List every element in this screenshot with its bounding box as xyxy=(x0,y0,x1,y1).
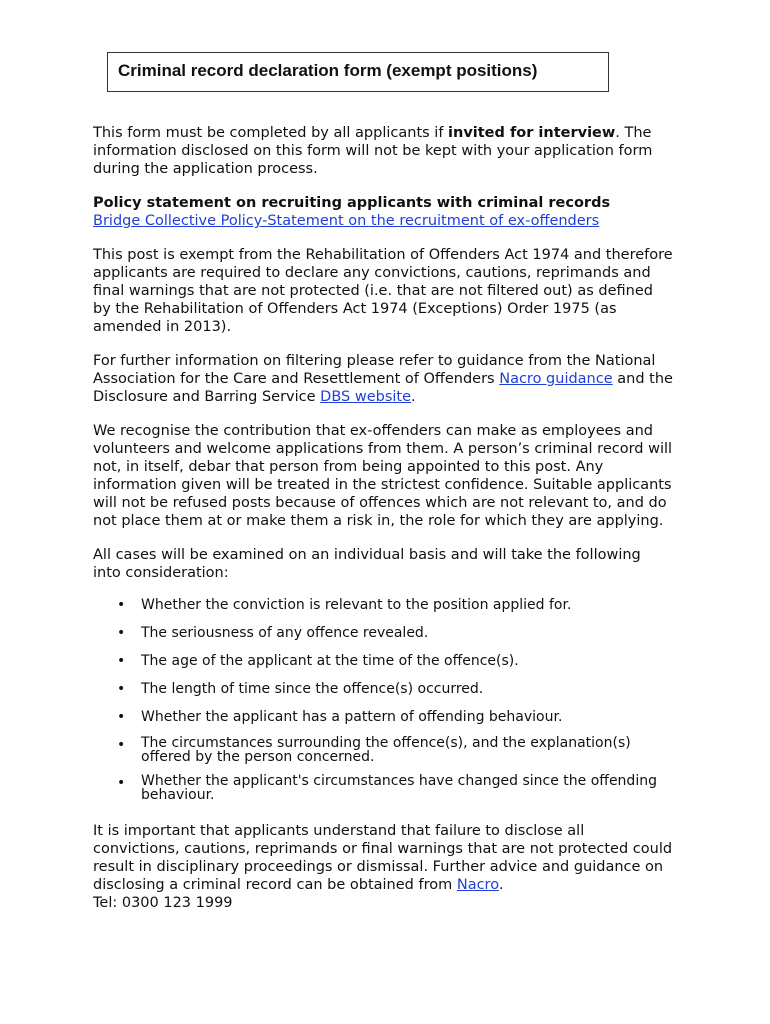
list-item-text: Whether the applicant's circumstances have changed since the offending behaviour. xyxy=(141,773,657,803)
intro-paragraph xyxy=(93,124,673,178)
further-text-start: For further information on filtering please refer to guidance from the National Association for the Care and Resettlement of Offenders xyxy=(93,353,656,387)
exempt-paragraph: This post is exempt from the Rehabilitation of Offenders Act 1974 and therefore applicants are required to declare any convictions, cautions, reprimands and final warnings that are not protected (i.e. that are not filtered out) as defined by the Rehabilitation of Offenders Act 1974 (Exceptions) Order 1975 (as amended in 2013). xyxy=(93,247,673,335)
bullet-icon: • xyxy=(117,597,126,613)
list-item xyxy=(117,680,673,698)
closing-text-end: . xyxy=(498,877,504,893)
bullet-icon: • xyxy=(117,681,126,697)
page-title: Criminal record declaration form (exempt positions) xyxy=(118,61,538,80)
bullet-icon: • xyxy=(117,625,126,641)
list-item xyxy=(117,624,673,642)
telephone-number: Tel: 0300 123 1999 xyxy=(93,895,233,911)
bullet-icon: • xyxy=(117,775,126,791)
list-item-text: Whether the conviction is relevant to the position applied for. xyxy=(141,597,572,613)
nacro-link[interactable]: Nacro xyxy=(456,877,499,893)
list-item-text: The length of time since the offence(s) occurred. xyxy=(141,681,484,697)
document-body xyxy=(93,124,673,928)
list-item xyxy=(117,773,673,803)
policy-section xyxy=(93,194,673,230)
closing-text: It is important that applicants understand that failure to disclose all convictions, cautions, reprimands or final warnings that are not protected could result in disciplinary proceedings or dismissal. Further advice and guidance on disclosing a criminal record can be obtained from xyxy=(93,823,673,893)
bullet-icon: • xyxy=(117,709,126,725)
intro-text-start: This form must be completed by all applicants if xyxy=(93,125,449,141)
policy-heading: Policy statement on recruiting applicants with criminal records xyxy=(93,195,611,211)
closing-paragraph xyxy=(93,822,673,912)
list-item xyxy=(117,708,673,726)
consideration-list xyxy=(93,596,673,802)
recognise-paragraph: We recognise the contribution that ex-offenders can make as employees and volunteers and welcome applications from them. A person’s criminal record will not, in itself, debar that person from being appointed to this post. Any information given will be treated in the strictest confidence. Suitable applicants will not be refused posts because of offences which are not relevant to, and do not place them at or make them a risk in, the role for which they are applying. xyxy=(93,423,673,529)
list-item xyxy=(117,652,673,670)
intro-bold-text: invited for interview xyxy=(448,125,616,141)
list-item-text: The circumstances surrounding the offence(s), and the explanation(s) offered by the person concerned. xyxy=(141,735,631,765)
list-item xyxy=(117,735,673,765)
list-item-text: Whether the applicant has a pattern of offending behaviour. xyxy=(141,709,563,725)
further-info-paragraph xyxy=(93,352,673,406)
bullet-icon: • xyxy=(117,653,126,669)
bullet-icon: • xyxy=(117,737,126,753)
cases-paragraph: All cases will be examined on an individual basis and will take the following into consideration: xyxy=(93,547,641,581)
further-text-middle: and the Disclosure and Barring Service xyxy=(93,371,673,405)
policy-statement-link[interactable]: Bridge Collective Policy-Statement on the recruitment of ex-offenders xyxy=(93,213,600,229)
list-item-text: The age of the applicant at the time of the offence(s). xyxy=(141,653,519,669)
title-box xyxy=(107,52,609,92)
further-text-end: . xyxy=(411,389,416,405)
intro-text-end: . The information disclosed on this form will not be kept with your application form during the application process. xyxy=(93,125,653,177)
list-item xyxy=(117,596,673,614)
list-item-text: The seriousness of any offence revealed. xyxy=(141,625,429,641)
dbs-website-link[interactable]: DBS website xyxy=(320,389,412,405)
nacro-guidance-link[interactable]: Nacro guidance xyxy=(499,371,613,387)
